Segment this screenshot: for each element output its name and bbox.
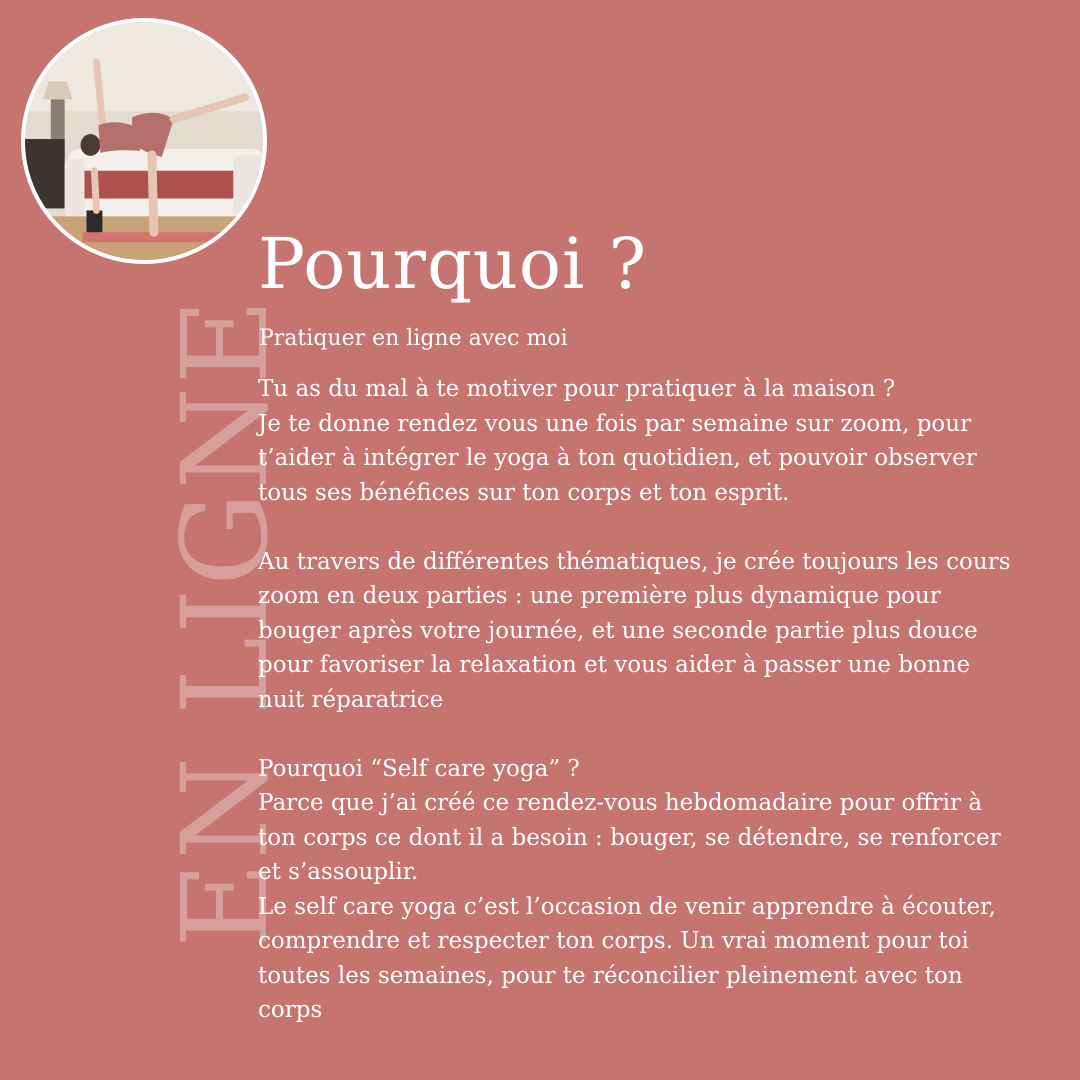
page-subtitle: Pratiquer en ligne avec moi [259, 326, 568, 351]
text-line: Pourquoi “Self care yoga” ? [258, 755, 580, 782]
text-line: et s’assouplir. [258, 859, 419, 885]
text-line: Parce que j’ai créé ce rendez-vous hebdomadaire pour offrir à [258, 790, 983, 816]
text-line: ton corps ce dont il a besoin : bouger, se détendre, se renforcer [258, 824, 1001, 851]
text-line: zoom en deux parties : une première plus dynamique pour [258, 583, 941, 609]
text-line: t’aider à intégrer le yoga à ton quotidien, et pouvoir observer [258, 445, 977, 471]
vertical-decorative-word: EN LIGNE [156, 296, 294, 948]
paragraph-self-care [258, 752, 1058, 1028]
yoga-photo-illustration [25, 22, 263, 260]
text-line: Au travers de différentes thématiques, je crée toujours les cours [258, 548, 1011, 575]
text-line: comprendre et respecter ton corps. Un vrai moment pour toi [258, 928, 969, 954]
profile-photo [21, 18, 267, 264]
text-line: Je te donne rendez vous une fois par semaine sur zoom, pour [258, 410, 972, 437]
text-line: corps [258, 997, 323, 1023]
text-line: Le self care yoga c’est l’occasion de venir apprendre à écouter, [258, 893, 996, 920]
text-line: pour favoriser la relaxation et vous aider à passer une bonne [258, 652, 971, 678]
paragraph-motivation [258, 372, 1058, 510]
paragraph-spacer [258, 510, 1058, 545]
page-title: Pourquoi ? [258, 223, 648, 305]
paragraph-course-format [258, 545, 1058, 718]
text-line: bouger après votre journée, et une seconde partie plus douce [258, 617, 978, 644]
text-line: toutes les semaines, pour te réconcilier pleinement avec ton [258, 962, 963, 989]
text-line: Tu as du mal à te motiver pour pratiquer à la maison ? [258, 376, 896, 402]
paragraph-spacer [258, 717, 1058, 752]
text-line: tous ses bénéfices sur ton corps et ton esprit. [258, 479, 790, 506]
text-line: nuit réparatrice [258, 686, 444, 713]
body-text [258, 372, 1058, 1028]
